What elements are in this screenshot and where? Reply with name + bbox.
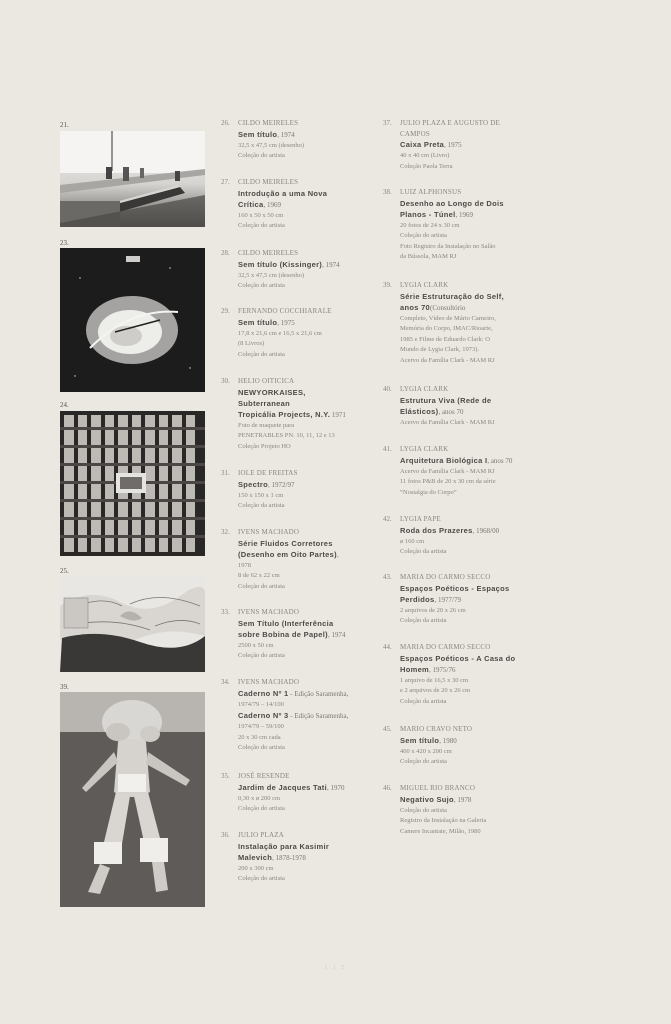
work-details: Coleção Paola Terra — [400, 162, 453, 170]
work-year: , 1878-1978 — [272, 853, 306, 862]
work-details: Coleção do artista — [238, 350, 285, 358]
work-title: Sem título — [238, 129, 278, 139]
artist-name: IVENS MACHADO — [238, 608, 300, 616]
work-details: Coleção do artista — [238, 652, 285, 659]
installation-photo — [60, 131, 205, 227]
work-details: Acervo da Família Clark - MAM RJ — [400, 356, 495, 364]
work-details: 20 x 30 cm cada — [238, 733, 281, 741]
entry-number: 32. — [221, 528, 230, 536]
figure-25 — [60, 567, 205, 575]
work-title: Sem título — [400, 735, 440, 745]
catalog-entry-36 — [221, 830, 371, 885]
figure-label: 39. — [60, 683, 69, 691]
artist-name: MIGUEL RIO BRANCO — [400, 784, 476, 792]
work-title: Desenho ao Longo de Dois — [400, 198, 504, 208]
catalog-entry-43 — [383, 572, 533, 627]
work-details: Coleção do artista — [238, 282, 285, 289]
work-year: , 1975 — [444, 141, 462, 149]
work-details: 200 x 300 cm — [238, 864, 274, 872]
catalog-entry-40 — [383, 384, 533, 428]
artist-name: MARIO CRAVO NETO — [400, 725, 473, 733]
entry-number: 27. — [221, 178, 230, 186]
work-year: , 1977/79 — [434, 595, 461, 604]
figure-24 — [60, 401, 205, 409]
work-details: 1 arquivo de 16,5 x 30 cm — [400, 676, 469, 684]
work-details: Acervo da Família Clark - MAM RJ — [400, 467, 495, 475]
entry-number: 28. — [221, 249, 230, 257]
artist-name: LUIZ ALPHONSUS — [400, 188, 462, 196]
figure-23 — [60, 239, 205, 247]
catalog-entry-34 — [221, 677, 371, 754]
maquette-photo — [60, 411, 205, 556]
figure-label: 23. — [60, 239, 69, 247]
work-title: Caderno Nº 1 — [238, 688, 289, 698]
page-number: 1 1 5 — [324, 965, 347, 971]
catalog-entry-29 — [221, 306, 371, 360]
work-year: , 1978 — [453, 795, 472, 804]
work-details: 1985 e Filme de Eduardo Clark: O — [400, 335, 490, 343]
entry-number: 46. — [383, 784, 392, 792]
work-year: , 1969 — [455, 210, 473, 219]
work-details: Coleção da artista — [400, 617, 447, 624]
figure-label: 25. — [60, 567, 69, 575]
work-title: Subterranean — [238, 398, 290, 408]
entry-number: 39. — [383, 281, 392, 289]
artist-name: LYGIA CLARK — [400, 281, 449, 289]
work-title: Jardim de Jacques Tati — [238, 782, 327, 792]
catalog-entry-27 — [221, 177, 371, 232]
figure-39 — [60, 683, 205, 691]
catalog-entry-44 — [383, 642, 533, 707]
entry-number: 34. — [221, 678, 230, 686]
work-title: Sem título — [238, 317, 278, 327]
work-details: da Bússola, MAM RJ — [400, 253, 457, 260]
catalog-entry-38 — [383, 187, 533, 263]
artist-name: FERNANDO COCCHIARALE — [238, 307, 332, 315]
artist-name: MARIA DO CARMO SECCO — [400, 573, 491, 581]
work-year: , 1969 — [263, 200, 281, 209]
work-title: Sem título (Kissinger) — [238, 259, 323, 269]
work-year: , 1968/00 — [472, 526, 500, 535]
artist-name: JULIO PLAZA — [238, 831, 284, 839]
entry-number: 30. — [221, 377, 230, 385]
performance-photo — [60, 692, 205, 907]
work-title: Planos - Túnel — [400, 209, 456, 219]
entry-number: 37. — [383, 119, 392, 127]
work-details: “Nostalgia do Corpo” — [400, 488, 457, 496]
work-title: Caixa Preta — [400, 140, 445, 149]
work-title: anos 70 — [400, 302, 431, 312]
entry-number: 36. — [221, 831, 230, 839]
artist-name: CILDO MEIRELES — [238, 119, 299, 127]
work-details: Completo, Vídeo de Mário Carneiro, — [400, 314, 496, 322]
work-title: (Desenho em Oito Partes) — [238, 549, 337, 559]
work-title: Série Estruturação do Self, — [400, 291, 504, 301]
work-year: 1971 — [330, 410, 346, 419]
drawing-photo — [60, 248, 205, 392]
work-details: Foto de maquete para — [238, 421, 295, 429]
catalog-entry-33 — [221, 607, 371, 662]
work-details: 20 fotos de 24 x 30 cm — [400, 221, 460, 229]
work-details: Coleção Projeto HO — [238, 442, 291, 450]
work-details: Coleção do artista — [238, 582, 285, 590]
artist-name: LYGIA PAPE — [400, 515, 441, 523]
work-details: Coleção do artista — [400, 232, 447, 239]
work-title: Roda dos Prazeres — [400, 525, 473, 535]
artist-name: HELIO OITICICA — [238, 377, 295, 385]
catalog-entry-37 — [383, 118, 533, 172]
work-details: Coleção do artista — [238, 875, 285, 882]
work-title: Malevich — [238, 852, 273, 862]
work-details: 1978 — [238, 561, 251, 569]
catalog-entry-28 — [221, 248, 371, 292]
entry-number: 42. — [383, 515, 392, 523]
work-year: , 1970 — [327, 783, 345, 792]
entry-number: 29. — [221, 307, 230, 315]
work-details: Coleção da artista — [238, 502, 285, 509]
work-details: Mundo de Lygia Clark, 1973). — [400, 346, 480, 353]
catalog-entry-30 — [221, 376, 371, 452]
artist-name: CAMPOS — [400, 129, 430, 138]
work-title: Negativo Sujo — [400, 794, 454, 804]
work-details: Coleção do artista — [238, 222, 285, 229]
entry-number: 43. — [383, 573, 392, 581]
catalog-entry-46 — [383, 783, 533, 837]
work-edition: - Edição Saramenha, — [288, 689, 349, 698]
work-title: Arquitetura Biológica I — [400, 455, 488, 465]
work-details: 400 x 420 x 200 cm — [400, 747, 452, 755]
work-title: Homem — [400, 664, 430, 674]
entry-number: 33. — [221, 608, 230, 616]
work-year: , anos 70 — [438, 407, 464, 416]
work-year: , anos 70 — [487, 456, 513, 465]
work-title: Tropicália Projects, N.Y. — [238, 409, 331, 419]
artist-name: IVENS MACHADO — [238, 678, 300, 686]
work-details: 40 x 40 cm (Livro) — [400, 152, 450, 159]
work-edition: - Edição Saramenha, — [288, 712, 349, 720]
work-details: 160 x 50 x 50 cm — [238, 211, 284, 219]
figure-label: 24. — [60, 401, 69, 409]
work-details: PENETRABLES PN. 10, 11, 12 e 13 — [238, 432, 335, 439]
catalog-entry-42 — [383, 514, 533, 558]
catalog-entry-26 — [221, 118, 371, 162]
work-year: , 1972/97 — [268, 480, 295, 489]
work-title: Espaços Poéticos - A Casa do — [400, 653, 516, 663]
artist-name: CILDO MEIRELES — [238, 249, 299, 257]
work-details: 0,30 x ø 200 cm — [238, 794, 281, 802]
entry-number: 26. — [221, 119, 230, 127]
work-title: Sem Título (Interferência — [238, 618, 334, 628]
work-year: , — [336, 550, 339, 559]
work-details: Acervo da Família Clark - MAM RJ — [400, 418, 495, 426]
work-details: 1974/79 – 14/100 — [238, 700, 284, 708]
artist-name: CILDO MEIRELES — [238, 178, 299, 186]
work-details: 2 arquivos de 20 x 26 cm — [400, 606, 466, 614]
artist-name: IOLE DE FREITAS — [238, 469, 298, 477]
work-details: 17,8 x 21,6 cm e 16,5 x 21,6 cm — [238, 329, 322, 337]
work-details: Coleção do artista — [238, 152, 285, 159]
work-year: , 1974 — [277, 130, 295, 139]
work-title: Elásticos) — [400, 406, 439, 416]
work-details: 32,5 x 47,5 cm (desenho) — [238, 141, 305, 149]
work-year: , 1974 — [322, 260, 340, 269]
catalog-entry-32 — [221, 527, 371, 592]
work-details: Coleção do artista — [400, 758, 447, 765]
work-details: Coleção do artista — [238, 805, 285, 812]
catalog-entry-31 — [221, 468, 371, 512]
artist-name: MARIA DO CARMO SECCO — [400, 643, 491, 651]
drawing-photo — [60, 576, 205, 672]
work-year: , 1980 — [439, 736, 457, 745]
work-title: Caderno Nº 3 — [238, 711, 289, 720]
work-year: , 1975 — [277, 318, 295, 327]
work-details: Coleção da artista — [400, 548, 447, 555]
figure-label: 21. — [60, 121, 69, 129]
work-title: Perdidos — [400, 594, 435, 604]
work-details: 1974/79 – 59/100 — [238, 723, 284, 730]
entry-number: 31. — [221, 469, 230, 477]
work-details: Registro da Instalação na Galeria — [400, 817, 487, 824]
catalog-entry-41 — [383, 444, 533, 498]
work-details: (8 Livros) — [238, 340, 265, 347]
work-title: Série Fluidos Corretores — [238, 538, 333, 548]
entry-number: 44. — [383, 643, 392, 651]
entry-number: 40. — [383, 385, 392, 393]
work-details: 11 fotos P&B de 20 x 30 cm da série — [400, 478, 496, 485]
work-details: 2500 x 50 cm — [238, 641, 274, 649]
work-details: Coleção do artista — [400, 806, 447, 814]
work-year: , 1975/76 — [429, 665, 456, 674]
work-details: Coleção da artista — [400, 697, 447, 705]
work-details: 32,5 x 47,5 cm (desenho) — [238, 271, 305, 279]
work-title: Estrutura Viva (Rede de — [400, 395, 492, 405]
work-details: e 2 arquivos de 20 x 26 cm — [400, 687, 471, 694]
artist-name: IVENS MACHADO — [238, 528, 300, 536]
entry-number: 35. — [221, 772, 230, 780]
work-title: Introdução a uma Nova — [238, 188, 328, 198]
work-title: sobre Bobina de Papel) — [238, 629, 328, 639]
entry-number: 41. — [383, 445, 392, 453]
catalog-entry-45 — [383, 724, 533, 768]
work-details: Memória do Corpo, IMAC/Rioarte, — [400, 325, 493, 332]
work-details: Camere Incantate, Milão, 1980 — [400, 827, 481, 835]
artist-name: LYGIA CLARK — [400, 385, 449, 393]
work-title: Crítica — [238, 199, 264, 209]
entry-number: 45. — [383, 725, 392, 733]
work-details: 150 x 150 x 1 cm — [238, 491, 284, 499]
work-note: (Consultório — [430, 303, 466, 312]
work-title: Spectro — [238, 479, 269, 489]
work-details: Coleção do artista — [238, 744, 285, 751]
figure-21 — [60, 121, 205, 129]
artist-name: JULIO PLAZA E AUGUSTO DE — [400, 119, 500, 127]
artist-name: LYGIA CLARK — [400, 445, 449, 453]
work-title: NEWYORKAISES, — [238, 387, 306, 397]
work-details: Foto Registro da Instalação no Salão — [400, 242, 496, 250]
work-title: Espaços Poéticos - Espaços — [400, 583, 510, 593]
work-details: ø 160 cm — [400, 537, 425, 545]
work-details: 8 de 62 x 22 cm — [238, 572, 280, 579]
artist-name: JOSÉ RESENDE — [238, 772, 290, 780]
catalog-entry-35 — [221, 771, 371, 815]
work-title: Instalação para Kasimir — [238, 841, 330, 851]
entry-number: 38. — [383, 188, 392, 196]
work-year: , 1974 — [327, 630, 346, 639]
catalog-entry-39 — [383, 280, 533, 366]
